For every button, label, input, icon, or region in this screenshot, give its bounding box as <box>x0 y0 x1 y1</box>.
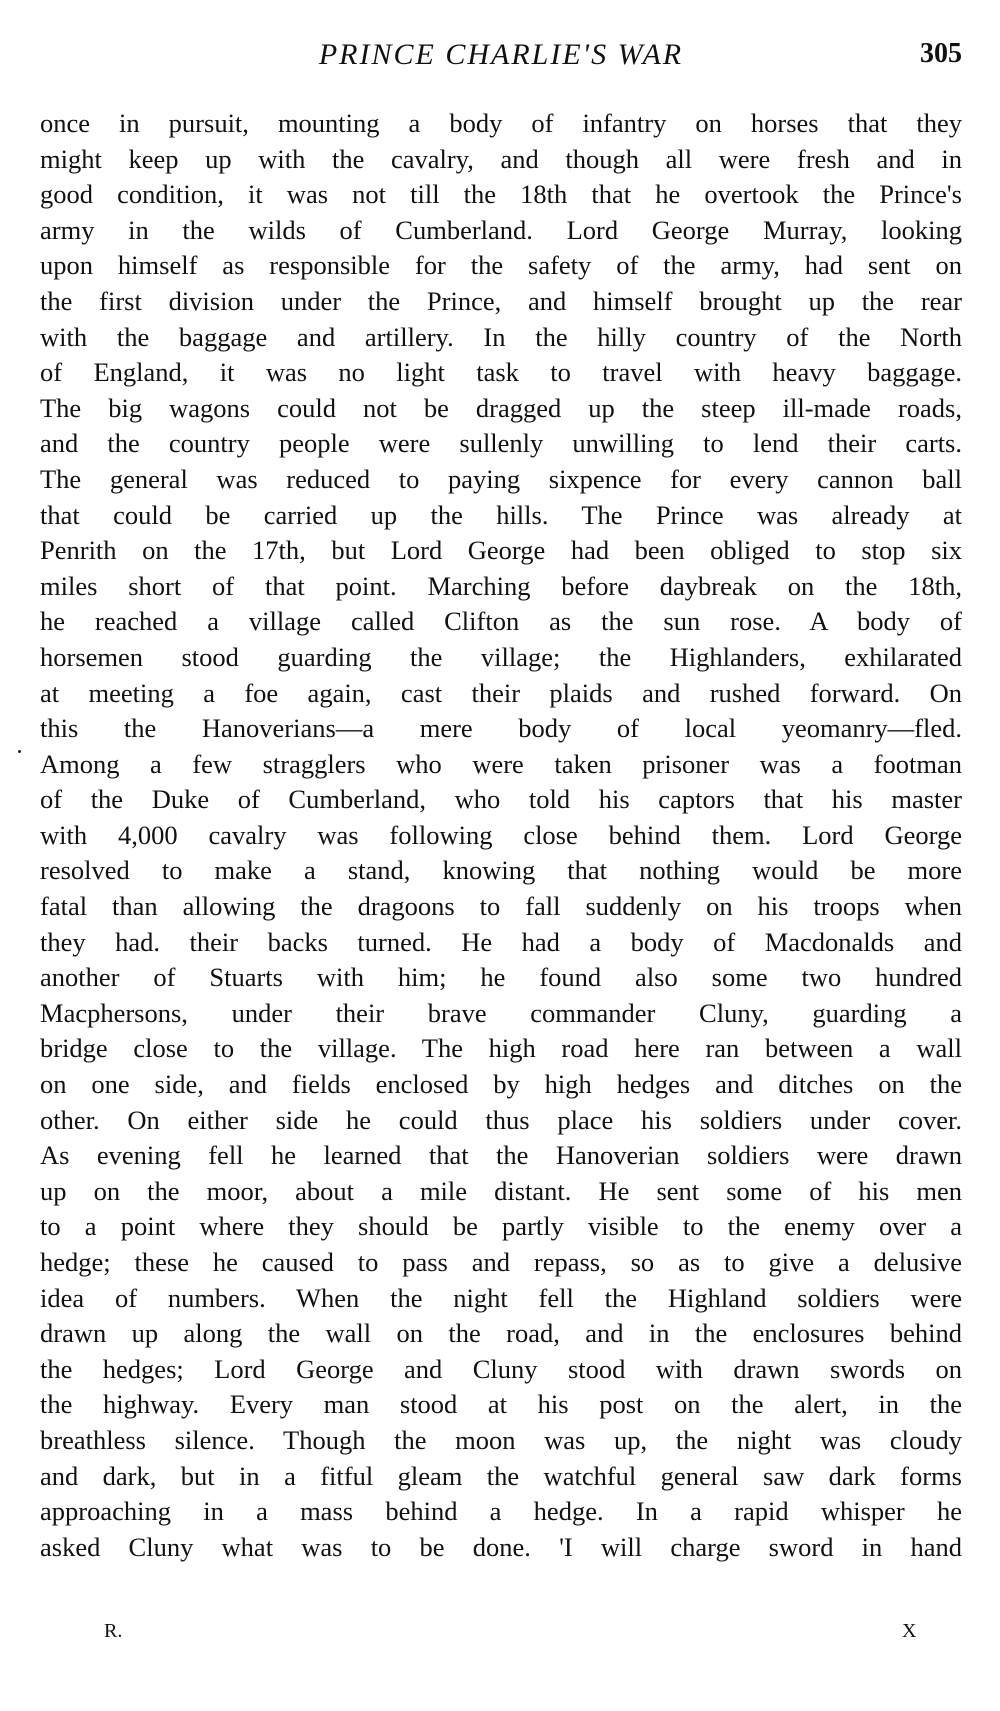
text-line: at meeting a foe again, cast their plaids and rushed forward. On <box>40 677 962 708</box>
text-line: and dark, but in a fitful gleam the watchful general saw dark forms <box>40 1460 962 1491</box>
text-line: approaching in a mass behind a hedge. In a rapid whisper he <box>40 1496 962 1527</box>
text-line: with the baggage and artillery. In the hilly country of the North <box>40 321 962 352</box>
text-line: horsemen stood guarding the village; the Highlanders, exhilarated <box>40 641 962 672</box>
signature-mark: R. <box>104 1620 123 1642</box>
text-line: drawn up along the wall on the road, and in the enclosures behind <box>40 1318 962 1349</box>
text-line: hedge; these he caused to pass and repass, so as to give a delusive <box>40 1247 962 1277</box>
text-line: the first division under the Prince, and himself brought up the rear <box>40 285 962 316</box>
text-line: Penrith on the 17th, but Lord George had been obliged to stop six <box>40 535 962 566</box>
text-line: upon himself as responsible for the safety of the army, had sent on <box>40 250 962 281</box>
text-line: resolved to make a stand, knowing that nothing would be more <box>40 855 962 886</box>
text-line: once in pursuit, mounting a body of infantry on horses that they <box>40 108 962 138</box>
text-line: to a point where they should be partly visible to the enemy over a <box>40 1211 962 1242</box>
text-line: Macphersons, under their brave commander Cluny, guarding a <box>40 997 962 1028</box>
text-line: up on the moor, about a mile distant. He sent some of his men <box>40 1175 962 1206</box>
body-text <box>40 106 962 1565</box>
text-line: this the Hanoverians—a mere body of local yeomanry—fled. <box>40 713 962 744</box>
text-line: on one side, and fields enclosed by high hedges and ditches on the <box>40 1069 962 1100</box>
running-head <box>40 38 962 78</box>
text-line: of the Duke of Cumberland, who told his captors that his master <box>40 784 962 815</box>
running-title: PRINCE CHARLIE'S WAR <box>318 38 684 71</box>
page-number: 305 <box>920 38 962 69</box>
text-line: breathless silence. Though the moon was up, the night was cloudy <box>40 1424 962 1455</box>
text-line: bridge close to the village. The high road here ran between a wall <box>40 1033 962 1064</box>
text-line: might keep up with the cavalry, and though all were fresh and in <box>40 143 962 174</box>
text-line: army in the wilds of Cumberland. Lord George Murray, looking <box>40 214 962 245</box>
margin-speck <box>18 750 21 753</box>
text-line: the hedges; Lord George and Cluny stood with drawn swords on <box>40 1353 962 1384</box>
text-line: and the country people were sullenly unwilling to lend their carts. <box>40 428 962 459</box>
text-line: of England, it was no light task to travel with heavy baggage. <box>40 357 962 388</box>
text-line: that could be carried up the hills. The Prince was already at <box>40 499 962 530</box>
text-line: he reached a village called Clifton as the sun rose. A body of <box>40 606 962 637</box>
text-line: Among a few stragglers who were taken prisoner was a footman <box>40 748 962 779</box>
text-line: with 4,000 cavalry was following close behind them. Lord George <box>40 819 962 850</box>
sheet-mark: X <box>902 1620 917 1642</box>
text-line: another of Stuarts with him; he found also some two hundred <box>40 962 962 993</box>
text-line: they had. their backs turned. He had a body of Macdonalds and <box>40 926 962 957</box>
text-line: the highway. Every man stood at his post on the alert, in the <box>40 1389 962 1420</box>
text-line: good condition, it was not till the 18th that he overtook the Prince's <box>40 179 962 210</box>
text-line: The general was reduced to paying sixpence for every cannon ball <box>40 463 962 494</box>
text-line: The big wagons could not be dragged up the steep ill-made roads, <box>40 392 962 423</box>
text-line: asked Cluny what was to be done. 'I will charge sword in hand <box>40 1531 962 1562</box>
text-line: idea of numbers. When the night fell the Highland soldiers were <box>40 1282 962 1313</box>
text-line: miles short of that point. Marching before daybreak on the 18th, <box>40 570 962 601</box>
text-line: As evening fell he learned that the Hanoverian soldiers were drawn <box>40 1140 962 1171</box>
text-line: other. On either side he could thus place his soldiers under cover. <box>40 1104 962 1135</box>
text-line: fatal than allowing the dragoons to fall suddenly on his troops when <box>40 891 962 922</box>
